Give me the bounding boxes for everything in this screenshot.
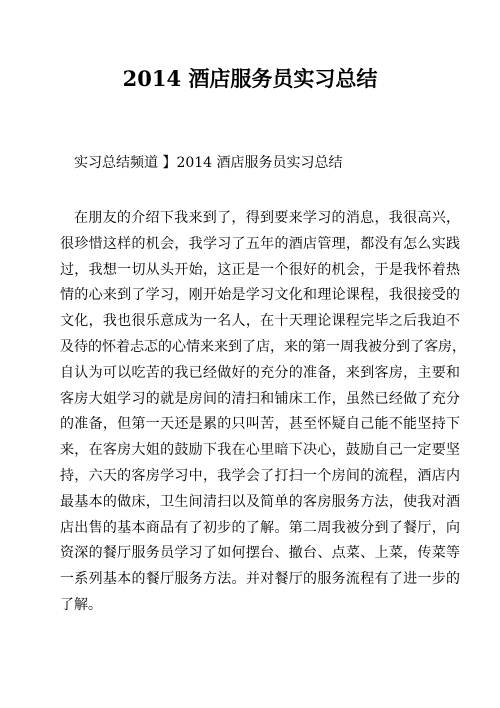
- paragraph-line: 最基本的做床，卫生间清扫以及简单的客房服务方法，使我对酒: [60, 493, 460, 510]
- paragraph-line: 资深的餐厅服务员学习了如何摆台、撤台、点菜、上菜，传菜等: [60, 545, 460, 562]
- paragraph-line: 及待的怀着忐忑的心情来来到了店，来的第一周我被分到了客房，: [60, 338, 466, 355]
- paragraph-line: 的准备，但第一天还是累的只叫苦，甚至怀疑自己能不能坚持下: [60, 416, 460, 433]
- document-title: 2014 酒店服务员实习总结: [122, 66, 378, 91]
- paragraph-line: 文化，我也很乐意成为一名人，在十天理论课程完毕之后我迫不: [60, 313, 460, 330]
- body-paragraph: [60, 206, 466, 619]
- paragraph-line: 在朋友的介绍下我来到了，得到要来学习的消息，我很高兴，: [74, 210, 460, 226]
- paragraph-line: 来，在客房大姐的鼓励下我在心里暗下决心，鼓励自己一定要坚: [60, 442, 460, 459]
- document-subtitle: 实习总结频道 】2014 酒店服务员实习总结: [74, 155, 343, 171]
- paragraph-line: 店出售的基本商品有了初步的了解。第二周我被分到了餐厅，向: [60, 519, 460, 536]
- paragraph-line: 持，六天的客房学习中，我学会了打扫一个房间的流程，酒店内: [60, 467, 460, 484]
- paragraph-line: 情的心来到了学习，刚开始是学习文化和理论课程，我很接受的: [60, 287, 460, 304]
- paragraph-line: 一系列基本的餐厅服务方法。并对餐厅的服务流程有了进一步的: [60, 571, 460, 588]
- paragraph-line: 很珍惜这样的机会，我学习了五年的酒店管理，都没有怎么实践: [60, 235, 460, 252]
- paragraph-line: 过，我想一切从头开始，这正是一个很好的机会，于是我怀着热: [60, 261, 460, 278]
- paragraph-line: 了解。: [60, 596, 102, 613]
- paragraph-line: 自认为可以吃苦的我已经做好的充分的准备，来到客房，主要和: [60, 364, 460, 381]
- paragraph-line: 客房大姐学习的就是房间的清扫和铺床工作，虽然已经做了充分: [60, 390, 460, 407]
